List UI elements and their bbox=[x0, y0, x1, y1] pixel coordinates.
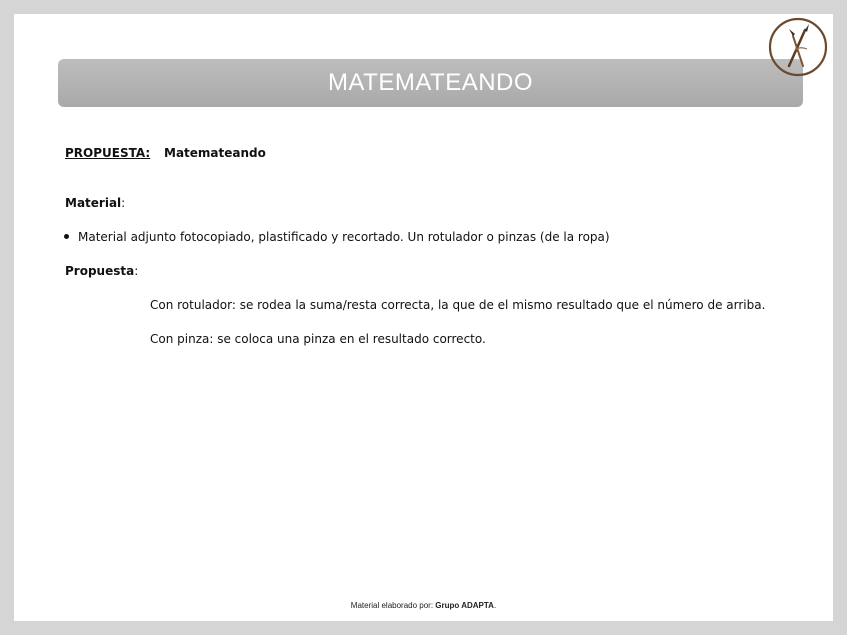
footer-credit bbox=[14, 601, 833, 610]
proposal-line bbox=[65, 146, 266, 160]
propuesta-heading bbox=[65, 264, 138, 278]
material-heading-colon: : bbox=[121, 196, 126, 210]
bullet-icon bbox=[64, 234, 69, 239]
footer-suffix: . bbox=[493, 601, 497, 610]
footer-prefix: Material elaborado por: bbox=[350, 601, 436, 610]
brush-circle-logo-icon bbox=[767, 16, 829, 78]
page-title: MATEMATEANDO bbox=[327, 69, 534, 96]
document-page bbox=[14, 14, 833, 621]
propuesta-heading-text: Propuesta bbox=[65, 264, 135, 278]
propuesta-line-clip: Con pinza: se coloca una pinza en el resultado correcto. bbox=[150, 332, 486, 346]
list-item bbox=[64, 230, 610, 244]
material-item-text: Material adjunto fotocopiado, plastificado y recortado. Un rotulador o pinzas (de la ropa) bbox=[78, 230, 610, 244]
proposal-label: PROPUESTA: bbox=[65, 146, 151, 160]
propuesta-line-marker: Con rotulador: se rodea la suma/resta correcta, la que de el mismo resultado que el número de arriba. bbox=[150, 298, 766, 312]
title-banner bbox=[58, 59, 803, 107]
proposal-title: Matemateando bbox=[164, 146, 266, 160]
material-heading bbox=[65, 196, 125, 210]
propuesta-heading-colon: : bbox=[134, 264, 139, 278]
footer-group: Grupo ADAPTA bbox=[435, 601, 494, 610]
material-heading-text: Material bbox=[65, 196, 122, 210]
